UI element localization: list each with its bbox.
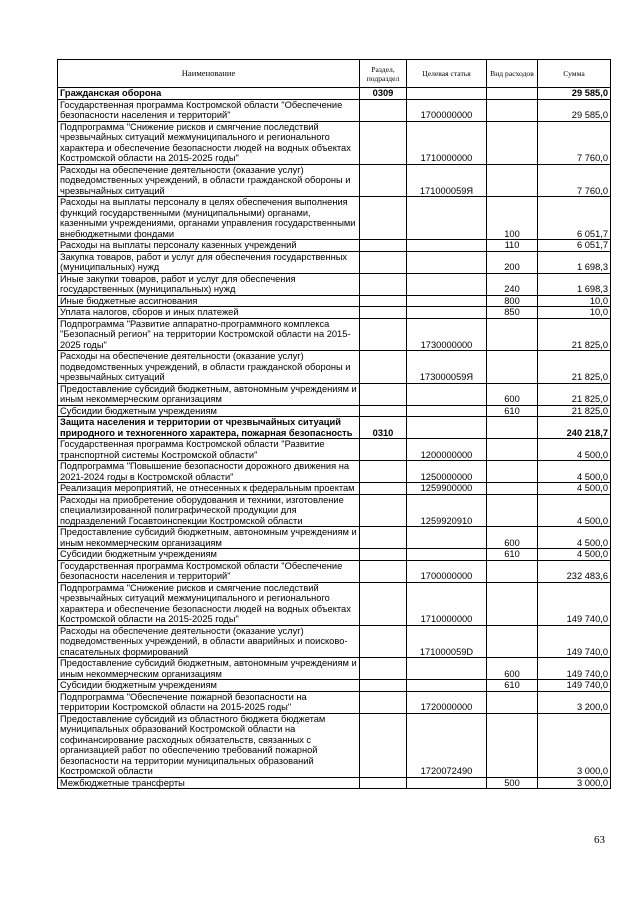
cell-target [407,240,487,252]
cell-sum: 149 740,0 [538,680,611,692]
cell-section [360,307,407,319]
cell-target [407,295,487,307]
table-header-row [58,60,611,88]
cell-name: Предоставление субсидий из областного бюджета бюджетам муниципальных образований Костромской области на софинансирование расходных обязательств, связанных с организацией работ по обеспечению требований пожарной безопасности на территории муниципальных образований Костромской области [58,713,360,777]
table-row [58,164,611,197]
cell-section [360,582,407,625]
cell-name: Гражданская оборона [58,88,360,100]
cell-type [487,164,538,197]
cell-type: 110 [487,240,538,252]
cell-section [360,549,407,561]
cell-type [487,461,538,483]
cell-name: Расходы на обеспечение деятельности (оказание услуг) подведомственных учреждений, в области гражданской обороны и чрезвычайных ситуаций [58,351,360,384]
cell-type [487,494,538,527]
cell-target: 1730000000 [407,318,487,351]
cell-name: Субсидии бюджетным учреждениям [58,680,360,692]
column-header-sum: Сумма [538,60,611,88]
cell-type [487,691,538,713]
table-row [58,273,611,295]
cell-type [487,417,538,439]
cell-sum: 4 500,0 [538,494,611,527]
cell-section [360,680,407,692]
table-row [58,494,611,527]
cell-section [360,318,407,351]
cell-sum: 4 500,0 [538,527,611,549]
cell-sum: 21 825,0 [538,405,611,417]
table-row [58,658,611,680]
cell-target [407,251,487,273]
cell-sum: 3 200,0 [538,691,611,713]
cell-sum: 29 585,0 [538,99,611,121]
table-body [58,88,611,789]
table-row [58,318,611,351]
cell-target [407,383,487,405]
table-row [58,197,611,240]
cell-name: Субсидии бюджетным учреждениям [58,405,360,417]
cell-target: 1259920910 [407,494,487,527]
cell-sum: 149 740,0 [538,658,611,680]
cell-target [407,777,487,789]
cell-type [487,713,538,777]
cell-sum: 1 698,3 [538,273,611,295]
cell-type [487,88,538,100]
cell-sum: 149 740,0 [538,582,611,625]
cell-name: Расходы на выплаты персоналу в целях обеспечения выполнения функций государственными (муниципальными) органами, казенными учреждениями, органами управления государственными внебюджетными фондами [58,197,360,240]
cell-section: 0310 [360,417,407,439]
column-header-section: Раздел, подраздел [360,60,407,88]
cell-name: Подпрограмма "Снижение рисков и смягчение последствий чрезвычайных ситуаций межмуниципального и регионального характера и обеспечение безопасности людей на водных объектах Костромской области на 2015-2025 годы" [58,582,360,625]
cell-sum: 4 500,0 [538,483,611,495]
cell-section [360,439,407,461]
cell-type: 600 [487,383,538,405]
cell-sum: 4 500,0 [538,461,611,483]
cell-section [360,273,407,295]
cell-name: Государственная программа Костромской области "Развитие транспортной системы Костромской области" [58,439,360,461]
cell-sum: 4 500,0 [538,439,611,461]
cell-target: 171000059Я [407,164,487,197]
cell-name: Межбюджетные трансферты [58,777,360,789]
cell-type: 610 [487,549,538,561]
budget-table [57,59,611,789]
cell-target [407,680,487,692]
cell-section [360,351,407,384]
cell-type [487,439,538,461]
table-row [58,777,611,789]
cell-sum: 21 825,0 [538,318,611,351]
cell-section [360,658,407,680]
cell-type: 610 [487,680,538,692]
cell-type [487,351,538,384]
cell-name: Предоставление субсидий бюджетным, автономным учреждениям и иным некоммерческим организациям [58,658,360,680]
cell-type [487,582,538,625]
cell-target [407,549,487,561]
cell-type [487,483,538,495]
cell-target [407,88,487,100]
cell-target [407,658,487,680]
cell-sum: 6 051,7 [538,197,611,240]
cell-type [487,560,538,582]
cell-section [360,494,407,527]
cell-sum: 29 585,0 [538,88,611,100]
table-row [58,240,611,252]
table-row [58,560,611,582]
column-header-type: Вид расходов [487,60,538,88]
cell-target: 171000059D [407,625,487,658]
table-row [58,88,611,100]
cell-section [360,405,407,417]
cell-type: 610 [487,405,538,417]
cell-type: 500 [487,777,538,789]
cell-name: Государственная программа Костромской области "Обеспечение безопасности населения и территорий" [58,560,360,582]
table-row [58,625,611,658]
cell-section [360,483,407,495]
table-row [58,295,611,307]
cell-name: Подпрограмма "Обеспечение пожарной безопасности на территории Костромской области на 2015-2025 годы" [58,691,360,713]
cell-target: 1259900000 [407,483,487,495]
cell-section [360,625,407,658]
table-row [58,351,611,384]
cell-name: Иные бюджетные ассигнования [58,295,360,307]
table-row [58,251,611,273]
cell-target [407,527,487,549]
cell-sum: 6 051,7 [538,240,611,252]
cell-section [360,383,407,405]
cell-name: Расходы на приобретение оборудования и техники, изготовление специализированной полиграфической продукции для подразделений Госавтоинспекции Костромской области [58,494,360,527]
cell-target [407,417,487,439]
column-header-target: Целевая статья [407,60,487,88]
cell-target: 1710000000 [407,582,487,625]
column-header-name: Наименование [58,60,360,88]
cell-type [487,625,538,658]
table-row [58,461,611,483]
cell-sum: 21 825,0 [538,383,611,405]
cell-type: 100 [487,197,538,240]
table-row [58,680,611,692]
table-row [58,383,611,405]
cell-section [360,240,407,252]
cell-target: 1710000000 [407,121,487,164]
cell-sum: 1 698,3 [538,251,611,273]
cell-section [360,461,407,483]
cell-type [487,99,538,121]
cell-name: Предоставление субсидий бюджетным, автономным учреждениям и иным некоммерческим организациям [58,383,360,405]
cell-sum: 3 000,0 [538,777,611,789]
cell-section [360,777,407,789]
table-row [58,582,611,625]
cell-sum: 3 000,0 [538,713,611,777]
table-row [58,527,611,549]
cell-section [360,691,407,713]
cell-section [360,295,407,307]
table-row [58,417,611,439]
cell-sum: 10,0 [538,295,611,307]
cell-sum: 10,0 [538,307,611,319]
cell-type: 200 [487,251,538,273]
cell-type: 240 [487,273,538,295]
cell-name: Реализация мероприятий, не отнесенных к федеральным проектам [58,483,360,495]
cell-type: 600 [487,527,538,549]
cell-sum: 240 218,7 [538,417,611,439]
cell-target: 1250000000 [407,461,487,483]
table-row [58,483,611,495]
cell-type [487,121,538,164]
cell-type: 800 [487,295,538,307]
table-row [58,99,611,121]
cell-section [360,527,407,549]
cell-sum: 7 760,0 [538,164,611,197]
cell-name: Защита населения и территории от чрезвычайных ситуаций природного и техногенного характера, пожарная безопасность [58,417,360,439]
table-row [58,549,611,561]
cell-type [487,318,538,351]
cell-sum: 232 483,6 [538,560,611,582]
cell-sum: 21 825,0 [538,351,611,384]
cell-target [407,307,487,319]
cell-sum: 4 500,0 [538,549,611,561]
cell-target: 1700000000 [407,560,487,582]
cell-target [407,273,487,295]
cell-name: Закупка товаров, работ и услуг для обеспечения государственных (муниципальных) нужд [58,251,360,273]
cell-target: 1720000000 [407,691,487,713]
cell-target: 173000059Я [407,351,487,384]
cell-name: Субсидии бюджетным учреждениям [58,549,360,561]
cell-section [360,251,407,273]
cell-section [360,197,407,240]
cell-sum: 7 760,0 [538,121,611,164]
table-row [58,121,611,164]
cell-name: Подпрограмма "Повышение безопасности дорожного движения на 2021-2024 годы в Костромской области" [58,461,360,483]
cell-name: Расходы на обеспечение деятельности (оказание услуг) подведомственных учреждений, в области гражданской обороны и чрезвычайных ситуаций [58,164,360,197]
cell-section [360,121,407,164]
cell-section [360,164,407,197]
cell-name: Расходы на обеспечение деятельности (оказание услуг) подведомственных учреждений, в области аварийных и поисково-спасательных формирований [58,625,360,658]
table-row [58,405,611,417]
cell-sum: 149 740,0 [538,625,611,658]
cell-section [360,99,407,121]
table-row [58,307,611,319]
table-row [58,439,611,461]
cell-name: Уплата налогов, сборов и иных платежей [58,307,360,319]
cell-name: Расходы на выплаты персоналу казенных учреждений [58,240,360,252]
cell-name: Предоставление субсидий бюджетным, автономным учреждениям и иным некоммерческим организациям [58,527,360,549]
cell-section [360,713,407,777]
cell-name: Подпрограмма "Развитие аппаратно-программного комплекса "Безопасный регион" на территории Костромской области на 2015-2025 годы" [58,318,360,351]
cell-type: 600 [487,658,538,680]
cell-target: 1700000000 [407,99,487,121]
page-number: 63 [594,834,605,846]
cell-target: 1200000000 [407,439,487,461]
cell-name: Иные закупки товаров, работ и услуг для обеспечения государственных (муниципальных) нужд [58,273,360,295]
table-row [58,691,611,713]
cell-target [407,405,487,417]
cell-type: 850 [487,307,538,319]
table-row [58,713,611,777]
cell-section [360,560,407,582]
cell-section: 0309 [360,88,407,100]
cell-name: Подпрограмма "Снижение рисков и смягчение последствий чрезвычайных ситуаций межмуниципального и регионального характера и обеспечение безопасности людей на водных объектах Костромской области на 2015-2025 годы" [58,121,360,164]
cell-name: Государственная программа Костромской области "Обеспечение безопасности населения и территорий" [58,99,360,121]
cell-target [407,197,487,240]
cell-target: 1720072490 [407,713,487,777]
